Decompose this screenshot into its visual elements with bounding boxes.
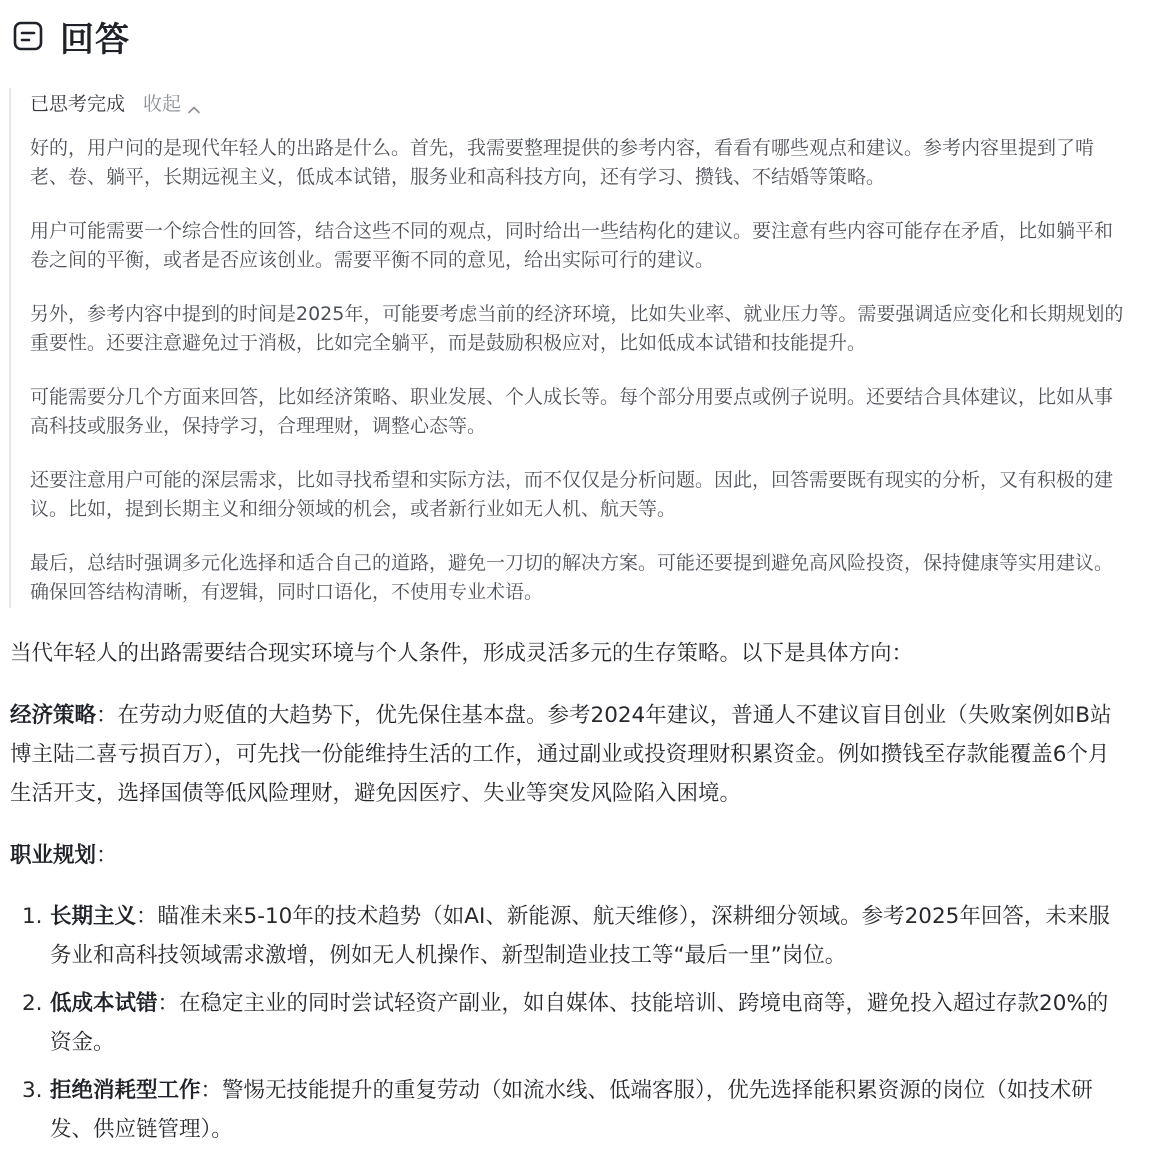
- list-item-text: ：警惕无技能提升的重复劳动（如流水线、低端客服），优先选择能积累资源的岗位（如技术研发、供应链管理）。: [50, 1078, 1093, 1142]
- list-item-title: 拒绝消耗型工作: [50, 1078, 201, 1103]
- collapse-label: 收起: [143, 93, 182, 115]
- list-item: [10, 897, 1122, 975]
- answer-title: 回答: [60, 19, 130, 60]
- career-planning-title: 职业规划: [10, 843, 97, 868]
- thinking-paragraph: 最后，总结时强调多元化选择和适合自己的道路，避免一刀切的解决方案。可能还要提到避免高风险投资，保持健康等实用建议。确保回答结构清晰，有逻辑，同时口语化，不使用专业术语。: [30, 552, 1114, 603]
- thinking-paragraph: 可能需要分几个方面来回答，比如经济策略、职业发展、个人成长等。每个部分用要点或例子说明。还要结合具体建议，比如从事高科技或服务业，保持学习，合理理财，调整心态等。: [30, 386, 1114, 437]
- career-list: [10, 897, 1122, 1149]
- list-item: [10, 984, 1122, 1062]
- answer-content: [10, 634, 1122, 1158]
- list-number: 3.: [22, 1078, 43, 1103]
- economic-strategy-title: 经济策略: [10, 703, 97, 728]
- list-item-title: 低成本试错: [50, 991, 158, 1016]
- economic-strategy-paragraph: [10, 696, 1122, 813]
- career-planning-heading: [10, 836, 1122, 875]
- collapse-button[interactable]: [143, 90, 201, 118]
- list-item-title: 长期主义: [50, 904, 137, 929]
- thinking-paragraph: 用户可能需要一个综合性的回答，结合这些不同的观点，同时给出一些结构化的建议。要注意有些内容可能存在矛盾，比如躺平和卷之间的平衡，或者是否应该创业。需要平衡不同的意见，给出实际可行的建议。: [30, 220, 1114, 271]
- thinking-status: 已思考完成: [30, 93, 126, 115]
- thinking-header: [30, 90, 201, 118]
- list-item-text: ：瞄准未来5-10年的技术趋势（如AI、新能源、航天维修），深耕细分领域。参考2025年回答，未来服务业和高科技领域需求激增，例如无人机操作、新型制造业技工等“最后一里”岗位。: [50, 904, 1110, 968]
- answer-intro: 当代年轻人的出路需要结合现实环境与个人条件，形成灵活多元的生存策略。以下是具体方向：: [10, 641, 914, 666]
- answer-doc-icon: [12, 20, 44, 52]
- list-number: 1.: [22, 904, 43, 929]
- thinking-paragraph: 另外，参考内容中提到的时间是2025年，可能要考虑当前的经济环境，比如失业率、就业压力等。需要强调适应变化和长期规划的重要性。还要注意避免过于消极，比如完全躺平，而是鼓励积极应对，比如低成本试错和技能提升。: [30, 303, 1124, 354]
- list-item-text: ：在稳定主业的同时尝试轻资产副业，如自媒体、技能培训、跨境电商等，避免投入超过存款20%的资金。: [50, 991, 1109, 1055]
- list-item: [10, 1071, 1122, 1149]
- thinking-paragraph: 好的，用户问的是现代年轻人的出路是什么。首先，我需要整理提供的参考内容，看看有哪些观点和建议。参考内容里提到了啃老、卷、躺平，长期远视主义，低成本试错，服务业和高科技方向，还有学习、攒钱、不结婚等策略。: [30, 137, 1095, 188]
- thinking-content: [30, 134, 1125, 632]
- thinking-panel: [9, 88, 1123, 608]
- answer-header: [12, 14, 130, 58]
- career-planning-colon: ：: [96, 843, 118, 868]
- chevron-up-icon: [187, 97, 201, 111]
- economic-strategy-text: ：在劳动力贬值的大趋势下，优先保住基本盘。参考2024年建议，普通人不建议盲目创业（失败案例如B站博主陆二喜亏损百万），可先找一份能维持生活的工作，通过副业或投资理财积累资金。例如攒钱至存款能覆盖6个月生活开支，选择国债等低风险理财，避免因医疗、失业等突发风险陷入困境。: [10, 703, 1112, 806]
- thinking-paragraph: 还要注意用户可能的深层需求，比如寻找希望和实际方法，而不仅仅是分析问题。因此，回答需要既有现实的分析，又有积极的建议。比如，提到长期主义和细分领域的机会，或者新行业如无人机、航天等。: [30, 469, 1114, 520]
- list-number: 2.: [22, 991, 43, 1016]
